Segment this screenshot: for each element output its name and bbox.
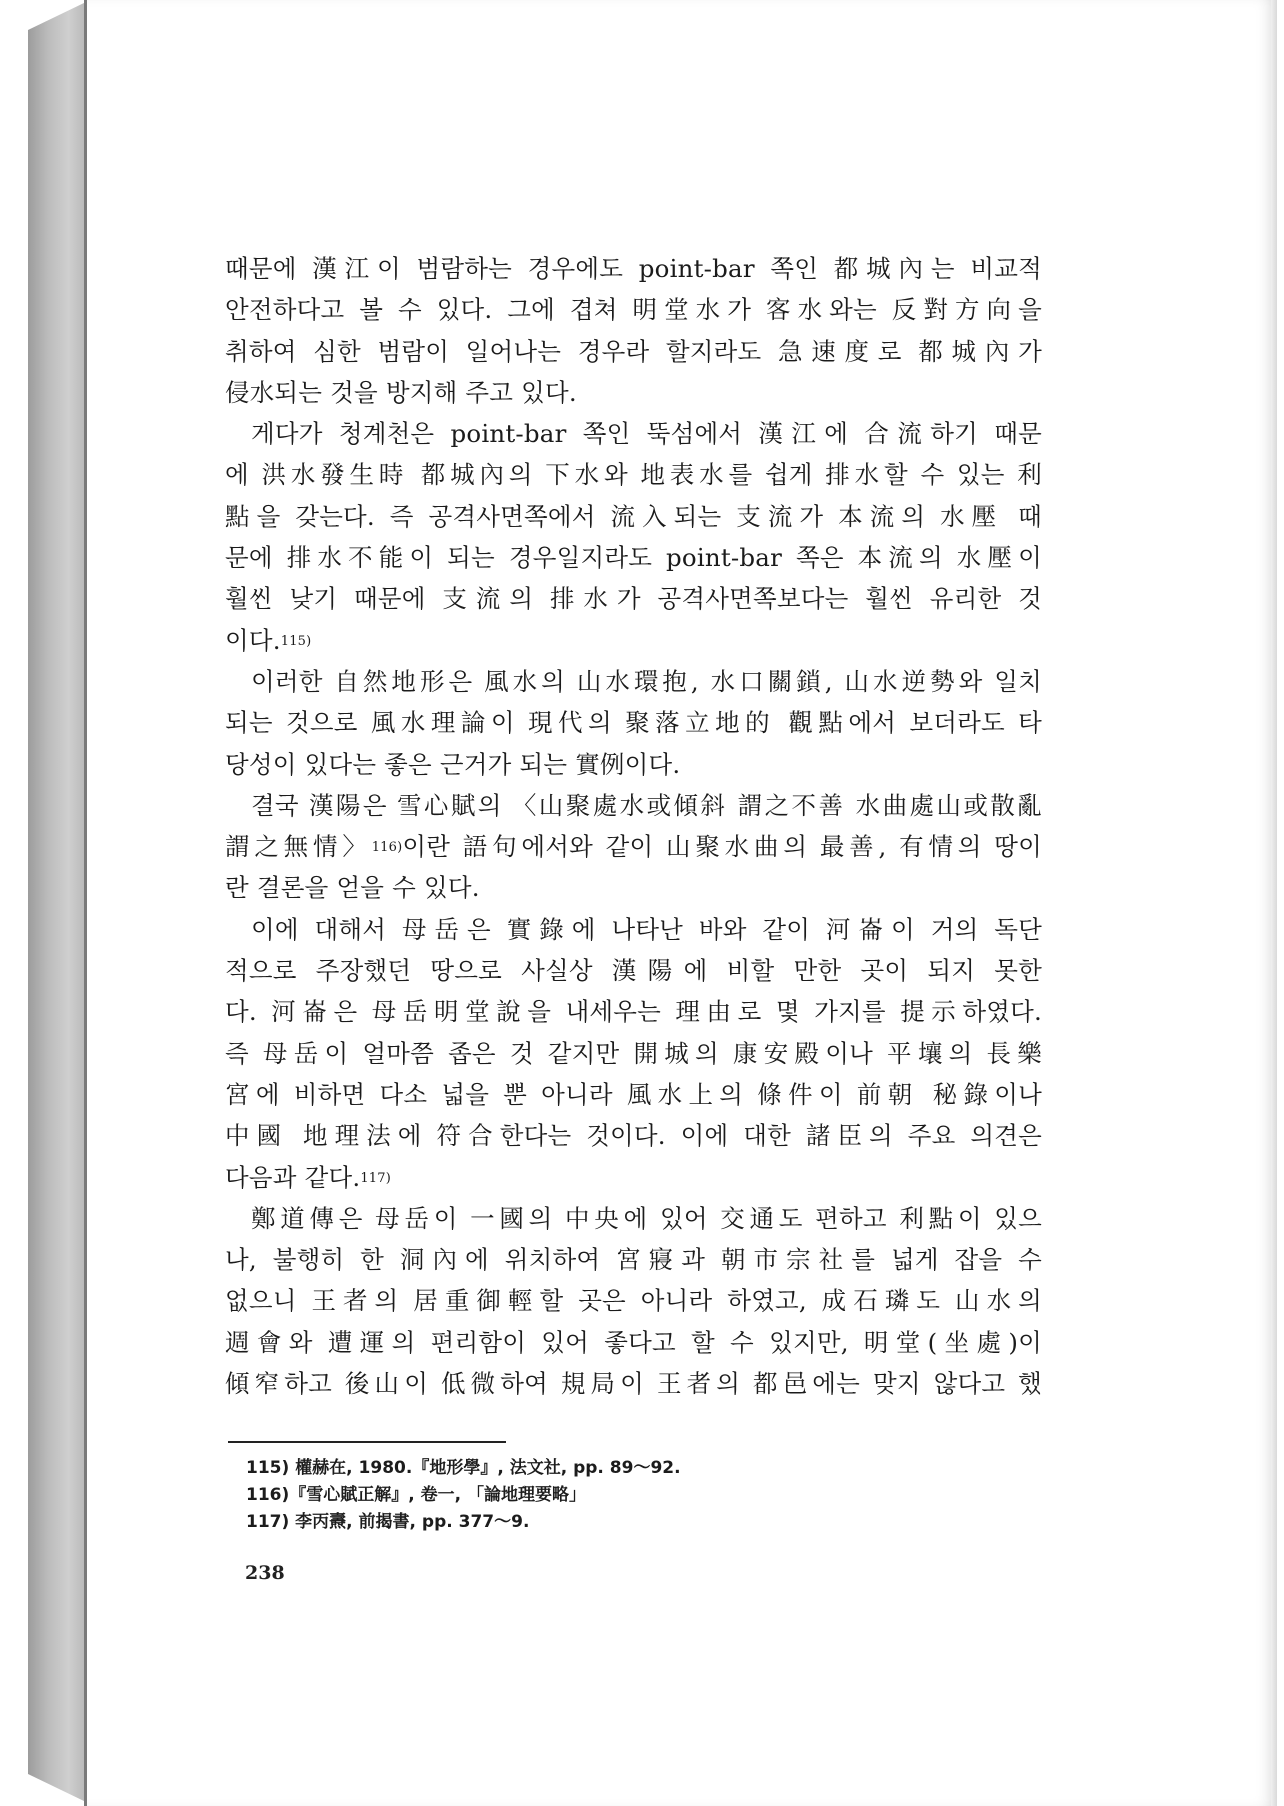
text-line: 에 洪水發生時 都城內의 下水와 地表水를 쉽게 排水할 수 있는 利 xyxy=(225,460,1042,490)
text-line: 당성이 있다는 좋은 근거가 되는 實例이다. xyxy=(225,749,681,779)
text-line xyxy=(225,826,1042,867)
text-line: 안전하다고 볼 수 있다. 그에 겹쳐 明堂水가 客水와는 反對方向을 xyxy=(225,295,1042,325)
text-line: 이러한 自然地形은 風水의 山水環抱, 水口關鎖, 山水逆勢와 일치 xyxy=(251,666,1042,696)
footnotes xyxy=(246,1455,946,1536)
text-fragment: 이다. xyxy=(225,625,281,655)
text-line: 게다가 청계천은 point-bar 쪽인 뚝섬에서 漢江에 合流하기 때문 xyxy=(251,419,1042,449)
text-line: 이에 대해서 母岳은 實錄에 나타난 바와 같이 河崙이 거의 독단 xyxy=(251,914,1042,944)
book-spine xyxy=(28,2,86,1802)
text-line: 없으니 王者의 居重御輕할 곳은 아니라 하였고, 成石璘도 山水의 xyxy=(225,1286,1042,1316)
page-edge-shadow xyxy=(1271,0,1277,1806)
paragraph-5 xyxy=(225,909,1042,1198)
text-line: 週會와 遭運의 편리함이 있어 좋다고 할 수 있지만, 明堂(坐處)이 xyxy=(225,1327,1042,1357)
footnote-115: 115) 權赫在, 1980.『地形學』, 法文社, pp. 89〜92. xyxy=(246,1458,681,1478)
text-fragment: 謂之無情〉 xyxy=(225,832,372,862)
paragraph-6 xyxy=(225,1198,1042,1404)
text-line xyxy=(225,1157,1042,1198)
text-fragment: 다음과 같다. xyxy=(225,1162,361,1192)
text-line: 취하여 심한 범람이 일어나는 경우라 할지라도 急速度로 都城內가 xyxy=(225,336,1042,366)
text-line: 侵水되는 것을 방지해 주고 있다. xyxy=(225,377,577,407)
page-number: 238 xyxy=(245,1562,285,1584)
text-line: 적으로 주장했던 땅으로 사실상 漢陽에 비할 만한 곳이 되지 못한 xyxy=(225,956,1042,986)
body-text xyxy=(225,248,1042,1404)
text-line: 다. 河崙은 母岳明堂說을 내세우는 理由로 몇 가지를 提示하였다. xyxy=(225,997,1042,1027)
text-line: 때문에 漢江이 범람하는 경우에도 point-bar 쪽인 都城內는 비교적 xyxy=(225,254,1042,283)
text-line: 傾窄하고 後山이 低微하여 規局이 王者의 都邑에는 맞지 않다고 했 xyxy=(225,1369,1042,1399)
text-line: 즉 母岳이 얼마쯤 좁은 것 같지만 開城의 康安殿이나 平壤의 長樂 xyxy=(225,1038,1042,1068)
text-fragment: 이란 語句에서와 같이 山聚水曲의 最善, 有情의 땅이 xyxy=(402,832,1043,862)
footnote-117: 117) 李丙燾, 前揭書, pp. 377〜9. xyxy=(246,1512,530,1532)
footnote-divider xyxy=(228,1441,506,1443)
paragraph-2 xyxy=(225,413,1042,661)
text-line: 란 결론을 얻을 수 있다. xyxy=(225,873,480,903)
text-line: 훨씬 낮기 때문에 支流의 排水가 공격사면쪽보다는 훨씬 유리한 것 xyxy=(225,584,1042,614)
text-line xyxy=(225,620,1042,661)
text-line: 결국 漢陽은 雪心賦의 〈山聚處水或傾斜 謂之不善 水曲處山或散亂 xyxy=(251,790,1042,820)
text-line: 문에 排水不能이 되는 경우일지라도 point-bar 쪽은 本流의 水壓이 xyxy=(225,543,1042,573)
footnote-ref: 115) xyxy=(280,633,312,649)
footnote-ref: 116) xyxy=(371,840,403,856)
paragraph-4 xyxy=(225,785,1042,909)
text-line: 나, 불행히 한 洞內에 위치하여 宮寢과 朝市宗社를 넓게 잡을 수 xyxy=(225,1245,1042,1275)
paragraph-3 xyxy=(225,661,1042,785)
paragraph-1 xyxy=(225,248,1042,413)
footnote-ref: 117) xyxy=(360,1170,391,1186)
text-line: 되는 것으로 風水理論이 現代의 聚落立地的 觀點에서 보더라도 타 xyxy=(225,708,1042,738)
text-line: 中國 地理法에 符合한다는 것이다. 이에 대한 諸臣의 주요 의견은 xyxy=(225,1121,1042,1151)
footnote-116: 116)『雪心賦正解』, 卷一, 「論地理要略」 xyxy=(246,1485,587,1505)
text-line: 點을 갖는다. 즉 공격사면쪽에서 流入되는 支流가 本流의 水壓 때 xyxy=(225,501,1042,531)
text-line: 鄭道傳은 母岳이 一國의 中央에 있어 交通도 편하고 利點이 있으 xyxy=(251,1203,1042,1233)
text-line: 宮에 비하면 다소 넓을 뿐 아니라 風水上의 條件이 前朝 秘錄이나 xyxy=(225,1079,1042,1109)
